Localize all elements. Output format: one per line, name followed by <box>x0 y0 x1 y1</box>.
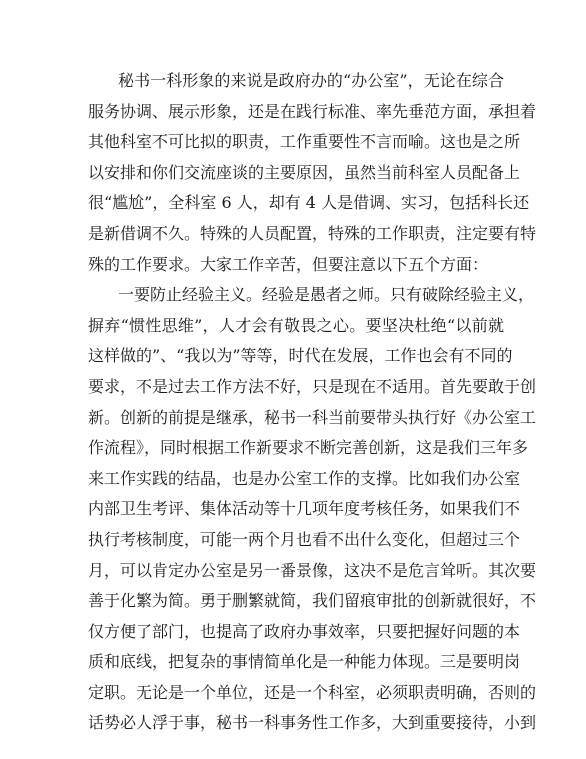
text-line: 仅方便了部门，也提高了政府办事效率，只要把握好问题的本 <box>88 621 521 641</box>
text-line: 月，可以肯定办公室是另一番景像，这决不是危言耸听。其次要 <box>88 560 537 580</box>
text-line: 新。创新的前提是继承，秘书一科当前要带头执行好《办公室工 <box>88 407 537 427</box>
paragraph-point-one <box>88 280 537 739</box>
text-line: 质和底线，把复杂的事情简单化是一种能力体现。三是要明岗 <box>88 652 521 672</box>
text-line: 来工作实践的结晶，也是办公室工作的支撑。比如我们办公室 <box>88 468 521 488</box>
text-line: 殊的工作要求。大家工作辛苦，但要注意以下五个方面： <box>88 254 489 274</box>
text-line: 服务协调、展示形象，还是在践行标准、率先垂范方面，承担着 <box>88 101 537 121</box>
text-line: 内部卫生考评、集体活动等十几项年度考核任务，如果我们不 <box>88 499 521 519</box>
text-line: 这样做的”、“我以为”等等，时代在发展，工作也会有不同的 <box>88 346 513 366</box>
text-line: 作流程》，同时根据工作新要求不断完善创新，这是我们三年多 <box>88 438 529 458</box>
text-line: 很“尴尬”，全科室 6 人，却有 4 人是借调、实习，包括科长还 <box>88 193 530 213</box>
text-line: 话势必人浮于事，秘书一科事务性工作多，大到重要接待，小到 <box>88 713 537 733</box>
text-line: 定职。无论是一个单位，还是一个科室，必须职责明确，否则的 <box>88 682 537 702</box>
text-line: 要求，不是过去工作方法不好，只是现在不适用。首先要敢于创 <box>88 376 537 396</box>
text-line: 其他科室不可比拟的职责，工作重要性不言而喻。这也是之所 <box>88 132 521 152</box>
text-line: 善于化繁为简。勇于删繁就简，我们留痕审批的创新就很好，不 <box>88 591 537 611</box>
text-line: 摒弃“惯性思维”，人才会有敬畏之心。要坚决杜绝“以前就 <box>88 315 504 335</box>
text-line: 执行考核制度，可能一两个月也看不出什么变化，但超过三个 <box>88 529 521 549</box>
body-text <box>88 66 537 739</box>
text-line: 秘书一科形象的来说是政府办的“办公室”，无论在综合 <box>118 71 504 90</box>
paragraph-intro <box>88 66 537 280</box>
text-line: 以安排和你们交流座谈的主要原因，虽然当前科室人员配备上 <box>88 162 521 182</box>
text-line: 一要防止经验主义。经验是愚者之师。只有破除经验主义， <box>118 285 535 305</box>
text-line: 是新借调不久。特殊的人员配置，特殊的工作职责，注定要有特 <box>88 223 537 243</box>
